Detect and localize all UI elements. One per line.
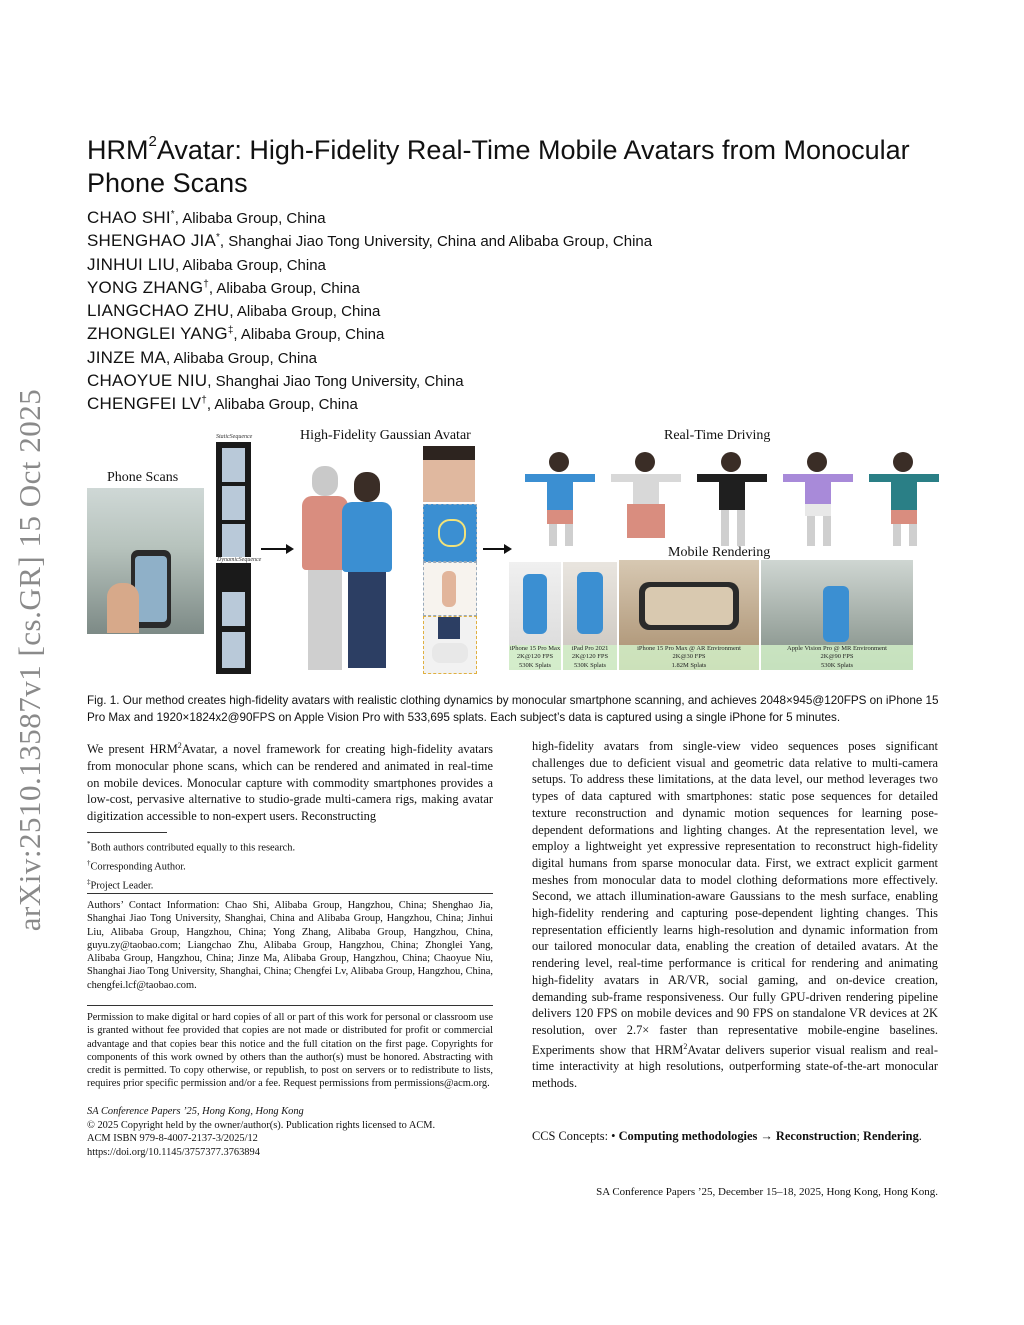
authors-contact-info: Authors’ Contact Information: Chao Shi, Alibaba Group, Hangzhou, China; Shenghao Jia, Shanghai Jiao Tong University, Shanghai, China and Alibaba Group, Hangzhou, China; Jinhui Liu, Alibaba Group, Hangzhou, China; Yong Zhang, Alibaba Group, Hangzhou, China, guyu.zy@taobao.com; Liangchao Zhu, Alibaba Group, Hangzhou, China; Zhonglei Yang, Alibaba Group, Hangzhou, China; Jinze Ma, Alibaba Group, Hangzhou, China; Chaoyue Niu, Shanghai Jiao Tong University, Shanghai, China; Chengfei Lv, Alibaba Group, Hangzhou, China, chengfei.lcf@taobao.com. [87,900,493,991]
dynamic-frame-image [222,592,245,626]
gaussian-avatar-label: High-Fidelity Gaussian Avatar [300,428,471,443]
author-affiliation: , Alibaba Group, China [174,210,326,227]
device-render-ar [619,560,759,670]
device-caption: Apple Vision Pro @ MR Environment 2K@90 FPS 530K Splats [761,645,913,671]
hand-closeup-image [423,562,477,616]
author-affiliation: , Alibaba Group, China [174,256,326,274]
conference-line: SA Conference Papers ’25, Hong Kong, Hong Kong [87,1106,304,1117]
author-affiliation: , Alibaba Group, China [229,303,381,321]
footnote: †Corresponding Author. [87,859,186,873]
phone-scans-label: Phone Scans [107,470,179,485]
author-mark: † [203,278,209,290]
paper-title [87,128,957,200]
static-frame-image [222,524,245,558]
copyright-line: © 2025 Copyright held by the owner/author(s). Publication rights licensed to ACM. [87,1119,436,1131]
arrow-avatar-to-driving [483,548,505,550]
author-mark: ‡ [227,325,234,337]
author-affiliation: , Alibaba Group, China [166,349,317,367]
arxiv-identifier: arXiv:2510.13587v1 [cs.GR] 15 Oct 2025 [12,388,47,932]
author-line [87,296,947,319]
dynamic-frame-image [222,632,245,668]
dynamic-sequence-label: DynamicSequence [217,557,262,563]
shirt-print-closeup-image [423,504,477,562]
footnote-rule [87,832,167,833]
author-line [87,250,947,273]
driving-poses-image [507,444,943,552]
author-mark: * [170,209,175,220]
permission-notice: Permission to make digital or hard copies of all or part of this work for personal or classroom use is granted without fee provided that copies are not made or distributed for profit or commercial advantage and that copies bear this notice and the full citation on the first page. Copyrights for components of this work owned by others than the author(s) must be honored. Abstracting with credit is permitted. To copy otherwise, or republish, to post on servers or to redistribute to lists, requires prior specific permission and/or a fee. Request permissions from permissions@acm.org. [87,1012,493,1090]
phone-scan-photo [87,488,204,634]
device-caption: iPad Pro 2021 2K@120 FPS 530K Splats [563,645,617,671]
author-name: YONG ZHANG [87,277,204,297]
author-line [87,203,947,226]
permission-rule [87,1005,493,1006]
author-name: CHAO SHI [87,208,171,227]
static-frame-image [222,448,245,482]
abstract-left-column: We present HRM$^2$Avatar, a novel framework for creating high-fidelity avatars from monocular phone scans, which can be rendered and animated in real-time on mobile devices. Monocular capture with commodity smartphones provides a low-cost, pervasive alternative to studio-grade multi-camera rigs, making avatar digitization accessible to non-expert users. Reconstructing [87,741,493,823]
static-sequence-label: StaticSequence [216,434,253,440]
title-superscript: 2 [148,133,157,150]
author-affiliation: , Alibaba Group, China [206,396,358,414]
author-line [87,389,947,412]
author-mark: * [215,232,220,244]
avatar-render-image [302,462,412,674]
author-name: JINHUI LIU [87,254,175,274]
teaser-figure [87,424,943,674]
running-footer: SA Conference Papers ’25, December 15–18, 2025, Hong Kong, Hong Kong. [596,1186,938,1198]
static-frame-image [222,486,245,520]
device-caption: iPhone 15 Pro Max 2K@120 FPS 530K Splats [509,644,561,669]
device-caption: iPhone 15 Pro Max @ AR Environment 2K@30 FPS 1.82M Splats [619,645,759,671]
figure-caption: Fig. 1. Our method creates high-fidelity avatars with realistic clothing dynamics by monocular smartphone scanning, and achieves 2048×945@120FPS on iPhone 15 Pro Max and 1920×1824x2@90FPS on Apple Vision Pro with 533,695 splats. Each subject’s data is captured using a single iPhone for 5 minutes. [87,694,939,724]
author-line [87,343,947,366]
author-mark: † [201,395,207,407]
device-render-iphone [509,562,561,670]
author-affiliation: , Shanghai Jiao Tong University, China [207,373,464,391]
footnote: ‡Project Leader. [87,878,154,892]
ccs-concepts: CCS Concepts: • Computing methodologies → Reconstruction; Rendering. [532,1129,922,1143]
author-name: CHENGFEI LV [87,394,202,414]
author-affiliation: , Alibaba Group, China [208,279,360,297]
title-text-pre: HRM [87,135,149,165]
author-affiliation: , Alibaba Group, China [233,326,385,344]
isbn-line: ACM ISBN 979-8-4007-2137-3/2025/12 [87,1133,258,1145]
title-text-post: Avatar: High-Fidelity Real-Time Mobile Avatars from Monocular Phone Scans [87,135,910,198]
contact-rule [87,893,493,894]
author-name: ZHONGLEI YANG [87,324,228,344]
real-time-driving-label: Real-Time Driving [664,428,771,443]
author-line [87,273,947,296]
author-affiliation: , Shanghai Jiao Tong University, China and Alibaba Group, China [219,233,653,251]
author-line [87,319,947,342]
arxiv-side-stamp [12,388,70,932]
author-name: LIANGCHAO ZHU [87,301,230,321]
author-line [87,226,947,249]
author-name: JINZE MA [87,347,167,367]
doi-link[interactable]: https://doi.org/10.1145/3757377.3763894 [87,1146,260,1158]
author-name: CHAOYUE NIU [87,371,208,391]
mobile-rendering-label: Mobile Rendering [668,545,771,560]
shoe-closeup-image [423,616,477,674]
footnotes [87,837,493,895]
face-closeup-image [423,446,475,502]
author-name: SHENGHAO JIA [87,231,216,251]
author-line [87,366,947,389]
device-render-ipad [563,562,617,670]
footnote: *Both authors contributed equally to this research. [87,840,296,854]
abstract-right-column: high-fidelity avatars from single-view video sequences poses significant challenges due to deficient visual and geometric data relative to multi-camera setups. To address these limitations, at the data level, our method leverages two types of data captured with smartphones: static pose sequences for detailed texture reconstruction and dynamic motion sequences for learning pose-dependent deformations and lighting changes. At the representation level, we employ a lightweight yet expressive representation to reconstruct high-fidelity digital humans from sparse monocular data. First, we extract explicit garment meshes from monocular data to model clothing deformations more effectively. Second, we attach illumination-aware Gaussians to the mesh surface, enabling high-fidelity rendering and capturing pose-dependent lighting changes. This representation efficiently learns high-resolution and dynamic information from our tailored monocular data, enabling the creation of detailed avatars. At the rendering level, real-time performance is critical for rendering and animating high-fidelity avatars in AR/VR, social gaming, and on-device creation, demanding sub-frame responsiveness. Our fully GPU-driven rendering pipeline delivers 120 FPS on mobile devices and 90 FPS on standalone VR devices at 2K resolution, over 2.7× faster than representative mobile-engine baselines. Experiments show that HRM$^2$Avatar delivers superior visual realism and real-time interactivity at high resolutions, outperforming state-of-the-art monocular methods. [532,739,938,1091]
hand-image [107,583,139,633]
device-render-vision-pro [761,560,913,670]
publication-info [87,1105,493,1159]
author-list [87,203,947,413]
arrow-scan-to-avatar [261,548,287,550]
